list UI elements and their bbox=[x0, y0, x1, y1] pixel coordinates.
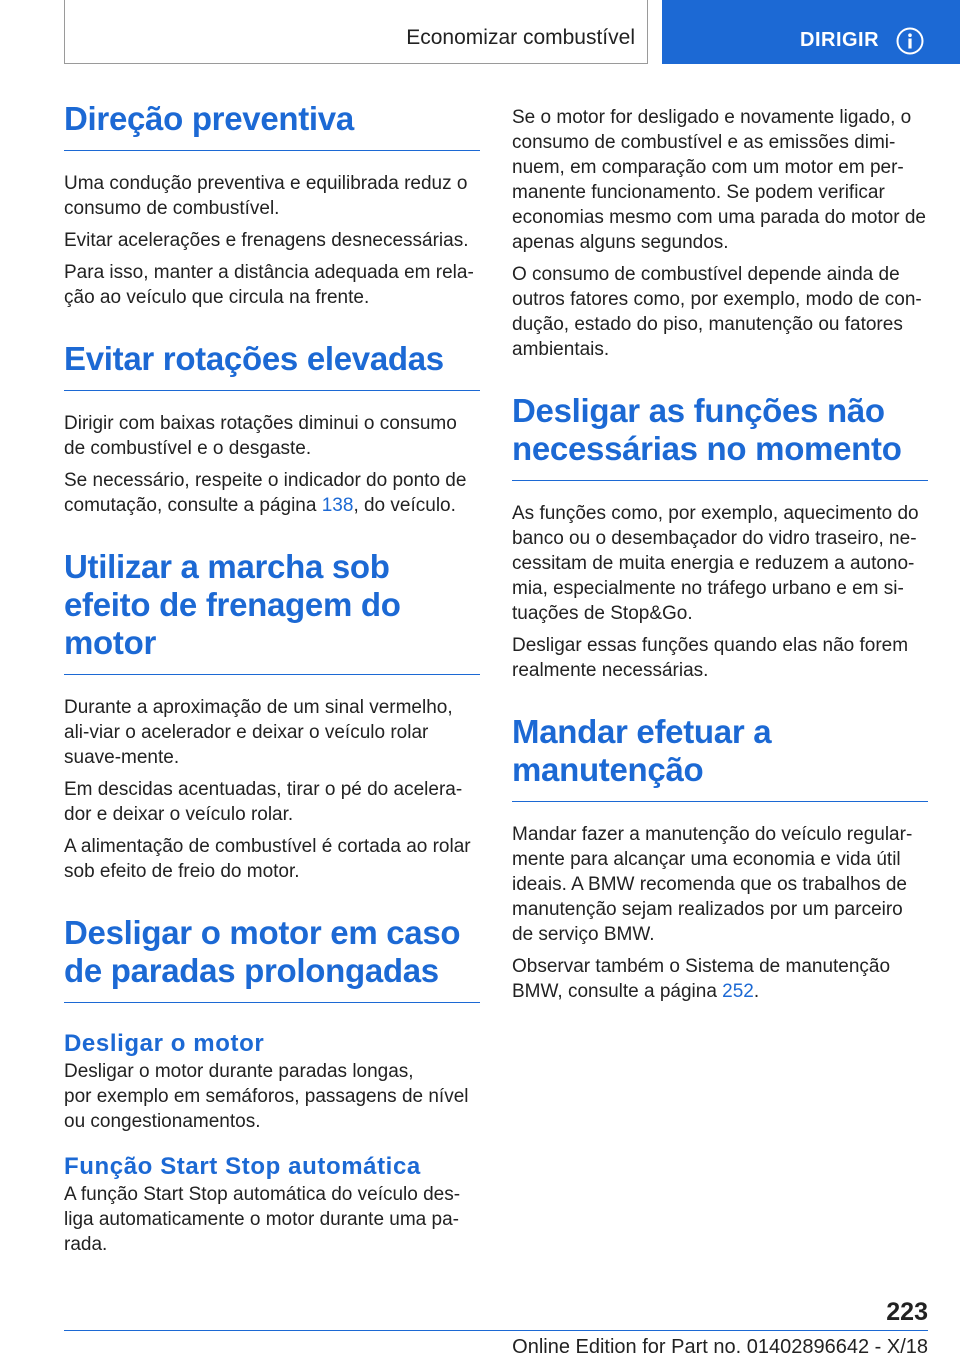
text: , do veículo. bbox=[353, 495, 456, 516]
heading-mandar-manutencao: Mandar efetuar a manutenção bbox=[512, 713, 928, 802]
paragraph: Desligar essas funções quando elas não forem realmente necessárias. bbox=[512, 635, 909, 681]
heading-direcao-preventiva: Direção preventiva bbox=[64, 100, 480, 151]
left-column bbox=[64, 100, 480, 1257]
right-column bbox=[512, 100, 928, 1004]
paragraph: O consumo de combustível depende ainda de outros fatores como, por exemplo, modo de con-dução, estado do piso, manutenção ou fatores ambientais. bbox=[512, 264, 922, 360]
heading-desligar-motor-paradas: Desligar o motor em caso de paradas prolongadas bbox=[64, 914, 480, 1003]
footer-divider bbox=[64, 1330, 928, 1331]
info-icon[interactable] bbox=[896, 27, 924, 55]
header-section-box bbox=[64, 0, 648, 64]
section-title: Economizar combustível bbox=[406, 26, 635, 49]
paragraph bbox=[512, 954, 928, 1004]
subheading-start-stop: Função Start Stop automática bbox=[64, 1153, 421, 1180]
paragraph: Desligar o motor durante paradas longas, bbox=[64, 1061, 414, 1082]
text: . bbox=[753, 981, 760, 1002]
heading-desligar-funcoes: Desligar as funções não necessárias no momento bbox=[512, 392, 928, 481]
paragraph: Evitar acelerações e frenagens desnecessárias. bbox=[64, 230, 469, 251]
heading-utilizar-marcha: Utilizar a marcha sob efeito de frenagem do motor bbox=[64, 548, 480, 675]
paragraph: Uma condução preventiva e equilibrada reduz o consumo de combustível. bbox=[64, 173, 468, 219]
footer-edition: Online Edition for Part no. 01402896642 - X/18 bbox=[512, 1336, 928, 1358]
heading-evitar-rotacoes: Evitar rotações elevadas bbox=[64, 340, 480, 391]
paragraph: Durante a aproximação de um sinal vermelho, ali-viar o acelerador e deixar o veículo rolar suave-mente. bbox=[64, 697, 453, 768]
paragraph: Se o motor for desligado e novamente ligado, o consumo de combustível e as emissões dimi-nuem, em comparação com um motor em per-manente funcionamento. Se podem verificar economias mesmo com uma parada do motor de apenas alguns segundos. bbox=[512, 107, 926, 253]
paragraph: Em descidas acentuadas, tirar o pé do acelera-dor e deixar o veículo rolar. bbox=[64, 779, 463, 825]
page-number: 223 bbox=[886, 1298, 928, 1326]
paragraph: Mandar fazer a manutenção do veículo regular-mente para alcançar uma economia e vida útil ideais. A BMW recomenda que os trabalhos de manutenção sejam realizados por um parceiro de serviço BMW. bbox=[512, 824, 913, 945]
text: Observar também o Sistema de manutenção BMW, consulte a página bbox=[512, 956, 891, 1002]
paragraph bbox=[64, 468, 480, 518]
paragraph: Para isso, manter a distância adequada em rela-ção ao veículo que circula na frente. bbox=[64, 262, 474, 308]
chapter-tab[interactable] bbox=[662, 0, 960, 64]
paragraph: por exemplo em semáforos, passagens de nível ou congestionamentos. bbox=[64, 1086, 469, 1132]
paragraph: As funções como, por exemplo, aquecimento do banco ou o desembaçador do vidro traseiro, ne-cessitam de muita energia e reduzem a autono-mia, especialmente no tráfego urbano e em si-tuações de Stop&Go. bbox=[512, 503, 919, 624]
page-link[interactable]: 138 bbox=[321, 495, 354, 516]
text: Se necessário, respeite o indicador do ponto de comutação, consulte a página bbox=[64, 470, 467, 516]
chapter-tab-label: DIRIGIR bbox=[800, 29, 880, 51]
paragraph: Dirigir com baixas rotações diminui o consumo de combustível e o desgaste. bbox=[64, 413, 457, 459]
paragraph: A função Start Stop automática do veículo des-liga automaticamente o motor durante uma pa-rada. bbox=[64, 1184, 461, 1255]
paragraph: A alimentação de combustível é cortada ao rolar sob efeito de freio do motor. bbox=[64, 836, 471, 882]
page-link[interactable]: 252 bbox=[722, 981, 754, 1002]
subheading-desligar-motor: Desligar o motor bbox=[64, 1030, 265, 1057]
